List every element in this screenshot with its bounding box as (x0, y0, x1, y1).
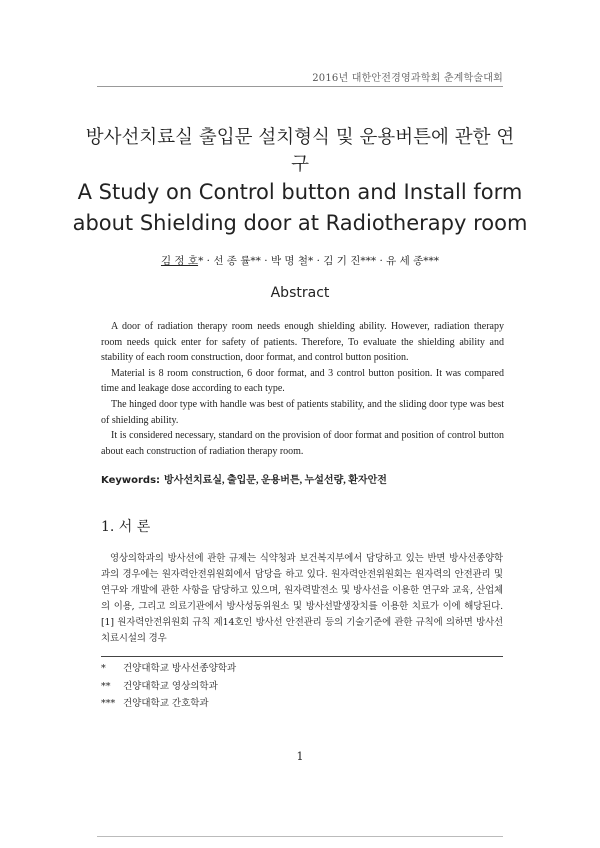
korean-title: 방사선치료실 출입문 설치형식 및 운용버튼에 관한 연구 (85, 127, 515, 175)
keywords-line (101, 471, 511, 486)
header-divider (97, 86, 503, 87)
section-heading: 1. 서 론 (101, 519, 151, 535)
abstract-paragraph: It is considered necessary, standard on the provision of door format and position of control button about each construction of radiation therapy room. (101, 430, 504, 457)
abstract-paragraph: A door of radiation therapy room needs enough shielding ability. However, radiation therapy room needs quick enter for safety of patients. Therefore, To evaluate the shielding ability and stability of each room construction, door format, and control button position. (101, 321, 504, 364)
section-body (101, 551, 503, 647)
footnote-item (101, 660, 236, 678)
page-number: 1 (296, 750, 304, 763)
footnote-item (101, 678, 236, 696)
footnote-mark: ** (101, 680, 111, 692)
footnote-divider (101, 656, 503, 657)
co-authors: * · 선 종 률** · 박 명 철* · 김 기 진*** · 유 세 종*** (198, 255, 440, 267)
abstract-body (101, 319, 504, 459)
footnote-mark: *** (101, 698, 116, 709)
footnote-text: 건양대학교 간호학과 (123, 698, 209, 709)
english-title: A Study on Control button and Install form about Shielding door at Radiotherapy room (72, 180, 528, 235)
abstract-paragraph: The hinged door type with handle was best of patients stability, and the sliding door type was best of shielding ability. (101, 398, 504, 426)
abstract-paragraph: Material is 8 room construction, 6 door format, and 3 control button position. It was compared time and leakage dose according to each type. (101, 367, 504, 395)
body-paragraph: 영상의학과의 방사선에 관한 규제는 식약청과 보건복지부에서 담당하고 있는 반면 방사선종양학과의 경우에는 원자력안전위원회에서 담당을 하고 있다. 원자력안전위원회는 원자력의 안전관리 및 연구와 개발에 관한 사항을 담당하고 있으며, 원자력발전소 및 방사선을 이용한 연구와 교육, 산업체의 이용, 그리고 의료기관에서 방사성동위원소 및 방사선발생장치를 이용한 치료가 이에 해당된다.[1] 원자력안전위원회 규칙 제14호인 방사선 안전관리 등의 기술기준에 관한 규칙에 의하면 방사선치료시설의 경우 (101, 553, 503, 644)
footnote-mark: * (101, 663, 106, 674)
footnote-text: 건양대학교 방사선종양학과 (123, 663, 237, 674)
keywords-values: 방사선치료실, 출입문, 운용버튼, 누설선량, 환자안전 (164, 475, 387, 486)
running-header: 2016년 대한안전경영과학회 춘계학술대회 (312, 73, 503, 84)
page-bottom-rule (97, 836, 503, 837)
footnote-text: 건양대학교 영상의학과 (123, 680, 218, 692)
keywords-label: Keywords: (101, 475, 161, 486)
abstract-heading: Abstract (270, 285, 330, 301)
footnotes (101, 660, 236, 713)
first-author: 김 정 호 (160, 255, 199, 267)
author-list (60, 253, 540, 268)
footnote-item (101, 695, 236, 713)
